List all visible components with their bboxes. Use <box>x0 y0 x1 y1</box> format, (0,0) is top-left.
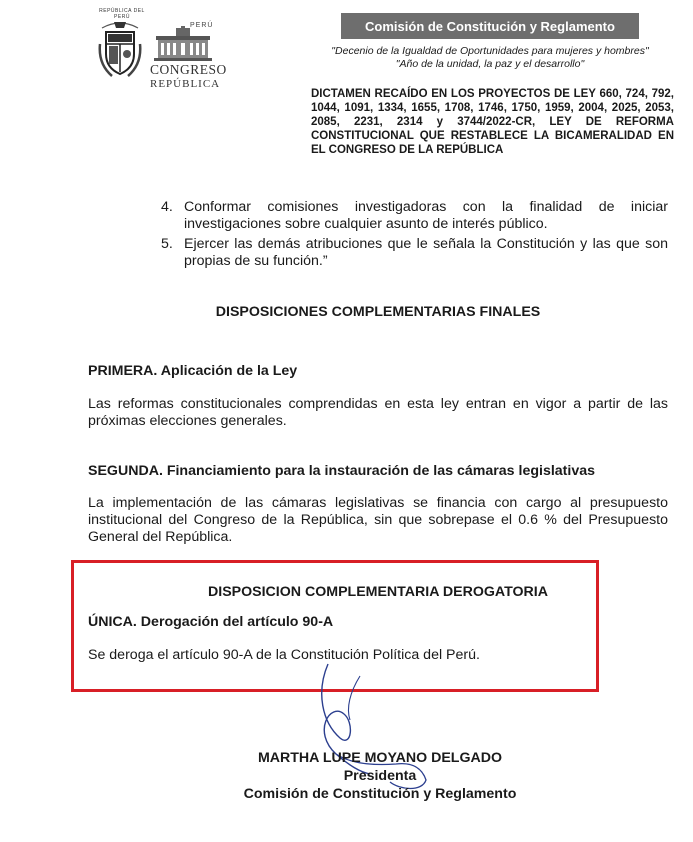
primera-text: Las reformas constitucionales comprendidas en esta ley entran en vigor a partir de las próximas elecciones generales. <box>88 396 668 429</box>
coat-of-arms-icon <box>96 14 144 84</box>
peru-mark: PERÚ <box>190 22 214 29</box>
logo-republica-text: REPÚBLICA <box>150 78 221 90</box>
unica-title: ÚNICA. Derogación del artículo 90-A <box>88 614 334 630</box>
finales-heading: DISPOSICIONES COMPLEMENTARIAS FINALES <box>215 304 541 320</box>
dictamen-title: DICTAMEN RECAÍDO EN LOS PROYECTOS DE LEY 660, 724, 792, 1044, 1091, 1334, 1655, 1708, 1746, 1750, 1959, 2004, 2025, 2053, 2085, 2231, 2314 y 3744/2022-CR, LEY DE REFORMA CONSTITUCIONAL QUE RESTABLECE LA BICAMERALIDAD EN EL CONGRESO DE LA REPÚBLICA <box>311 88 674 156</box>
unica-text: Se deroga el artículo 90-A de la Constitución Política del Perú. <box>88 647 480 663</box>
derogatoria-heading: DISPOSICION COMPLEMENTARIA DEROGATORIA <box>208 584 548 600</box>
list-item-number: 5. <box>161 236 173 252</box>
signer-commission: Comisión de Constitución y Reglamento <box>243 786 517 802</box>
signer-role: Presidenta <box>343 768 417 784</box>
signer-name: MARTHA LUPE MOYANO DELGADO <box>257 750 503 766</box>
congress-building-icon <box>152 26 214 62</box>
commission-banner: Comisión de Constitución y Reglamento <box>341 13 639 39</box>
signature-block <box>200 749 560 803</box>
shield-arc-text: REPÚBLICA DEL PERÚ <box>99 8 145 20</box>
primera-title: PRIMERA. Aplicación de la Ley <box>88 363 298 379</box>
decenio-lines <box>305 45 675 71</box>
list-item-number: 4. <box>161 199 173 215</box>
segunda-text: La implementación de las cámaras legislativas se financia con cargo al presupuesto institucional del Congreso de la República, sin que sobrepase el 0.6 % del Presupuesto General del República. <box>88 495 668 545</box>
decenio-line-2: "Año de la unidad, la paz y el desarrollo" <box>395 58 585 70</box>
list-item-text: Ejercer las demás atribuciones que le señala la Constitución y las que son propias de su función.” <box>184 236 668 269</box>
list-item-text: Conformar comisiones investigadoras con la finalidad de iniciar investigaciones sobre cualquier asunto de interés público. <box>184 199 668 232</box>
segunda-title: SEGUNDA. Financiamiento para la instauración de las cámaras legislativas <box>88 463 596 479</box>
decenio-line-1: "Decenio de la Igualdad de Oportunidades para mujeres y hombres" <box>331 45 649 57</box>
logo-congreso-text: CONGRESO <box>150 62 227 77</box>
